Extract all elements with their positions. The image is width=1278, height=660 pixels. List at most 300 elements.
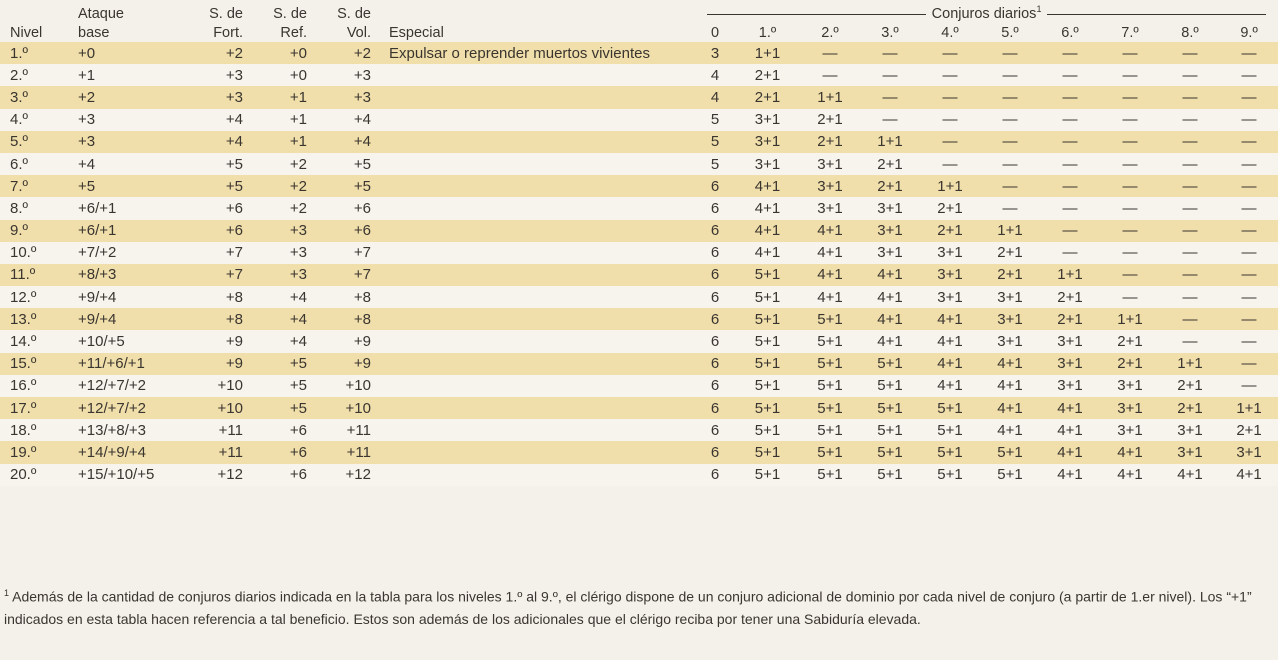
fort-cell: +7 (173, 242, 251, 264)
spell-cell-level-0: 6 (695, 464, 735, 486)
spell-cell-level-7: — (1100, 153, 1160, 175)
special-cell (379, 64, 695, 86)
spell-cell-level-7: 3+1 (1100, 419, 1160, 441)
spell-cell-level-6: — (1040, 242, 1100, 264)
spell-cell-level-9: 1+1 (1220, 397, 1278, 419)
header-row-1 (0, 4, 1278, 23)
spell-cell-level-8: — (1160, 175, 1220, 197)
spell-cell-level-8: 2+1 (1160, 375, 1220, 397)
attack-cell: +15/+10/+5 (68, 464, 173, 486)
spell-cell-level-8: — (1160, 264, 1220, 286)
spell-cell-level-1: 4+1 (735, 197, 800, 219)
header-fort-1: S. de (209, 5, 243, 22)
special-cell (379, 353, 695, 375)
spell-cell-level-0: 6 (695, 330, 735, 352)
header-spell-level-3: 3.º (881, 24, 899, 41)
spell-cell-level-0: 6 (695, 286, 735, 308)
spell-cell-level-6: — (1040, 64, 1100, 86)
spell-cell-level-8: — (1160, 109, 1220, 131)
spell-cell-level-3: 4+1 (860, 286, 920, 308)
vol-cell: +3 (315, 86, 379, 108)
attack-cell: +14/+9/+4 (68, 441, 173, 463)
spell-cell-level-5: — (980, 197, 1040, 219)
table-row (0, 109, 1278, 131)
fort-cell: +12 (173, 464, 251, 486)
fort-cell: +7 (173, 264, 251, 286)
spell-cell-level-2: 1+1 (800, 86, 860, 108)
table-row (0, 286, 1278, 308)
spell-cell-level-2: 5+1 (800, 330, 860, 352)
table-row (0, 353, 1278, 375)
special-cell (379, 131, 695, 153)
attack-cell: +4 (68, 153, 173, 175)
level-cell: 6.º (0, 153, 68, 175)
ref-cell: +3 (251, 220, 315, 242)
spell-cell-level-0: 6 (695, 242, 735, 264)
spell-cell-level-1: 5+1 (735, 375, 800, 397)
attack-cell: +12/+7/+2 (68, 375, 173, 397)
attack-cell: +13/+8/+3 (68, 419, 173, 441)
spell-cell-level-2: 4+1 (800, 286, 860, 308)
spell-cell-level-8: — (1160, 64, 1220, 86)
spell-cell-level-1: 1+1 (735, 42, 800, 64)
spell-cell-level-2: 3+1 (800, 175, 860, 197)
spells-title-footnote-marker: 1 (1036, 4, 1042, 15)
vol-cell: +12 (315, 464, 379, 486)
spell-cell-level-8: — (1160, 308, 1220, 330)
table-body (0, 42, 1278, 486)
level-cell: 5.º (0, 131, 68, 153)
spell-cell-level-2: 3+1 (800, 197, 860, 219)
attack-cell: +9/+4 (68, 286, 173, 308)
spell-cell-level-5: 3+1 (980, 308, 1040, 330)
spell-cell-level-3: 3+1 (860, 220, 920, 242)
attack-cell: +5 (68, 175, 173, 197)
header-level: Nivel (10, 24, 43, 41)
spell-cell-level-4: 1+1 (920, 175, 980, 197)
spell-cell-level-1: 5+1 (735, 419, 800, 441)
spell-cell-level-5: 4+1 (980, 419, 1040, 441)
ref-cell: +0 (251, 64, 315, 86)
spell-cell-level-3: 5+1 (860, 353, 920, 375)
level-cell: 8.º (0, 197, 68, 219)
spell-cell-level-8: 2+1 (1160, 397, 1220, 419)
table-row (0, 242, 1278, 264)
spell-cell-level-3: 4+1 (860, 308, 920, 330)
spell-cell-level-9: — (1220, 286, 1278, 308)
attack-cell: +1 (68, 64, 173, 86)
spell-cell-level-8: — (1160, 220, 1220, 242)
ref-cell: +6 (251, 419, 315, 441)
vol-cell: +11 (315, 419, 379, 441)
attack-cell: +2 (68, 86, 173, 108)
vol-cell: +10 (315, 397, 379, 419)
spell-cell-level-9: — (1220, 109, 1278, 131)
spell-cell-level-7: — (1100, 286, 1160, 308)
special-cell (379, 286, 695, 308)
special-cell: Expulsar o reprender muertos vivientes (379, 42, 695, 64)
fort-cell: +11 (173, 441, 251, 463)
spell-cell-level-0: 5 (695, 131, 735, 153)
spell-cell-level-3: — (860, 42, 920, 64)
fort-cell: +5 (173, 153, 251, 175)
spell-cell-level-6: — (1040, 42, 1100, 64)
level-cell: 14.º (0, 330, 68, 352)
spell-cell-level-3: — (860, 109, 920, 131)
spell-cell-level-5: — (980, 175, 1040, 197)
spell-cell-level-8: — (1160, 242, 1220, 264)
special-cell (379, 441, 695, 463)
ref-cell: +1 (251, 109, 315, 131)
spell-cell-level-8: — (1160, 86, 1220, 108)
spell-cell-level-3: 3+1 (860, 242, 920, 264)
spell-cell-level-5: 3+1 (980, 286, 1040, 308)
spell-cell-level-6: 3+1 (1040, 353, 1100, 375)
table-row (0, 64, 1278, 86)
spell-cell-level-1: 5+1 (735, 330, 800, 352)
fort-cell: +6 (173, 197, 251, 219)
table-row (0, 197, 1278, 219)
fort-cell: +6 (173, 220, 251, 242)
spell-cell-level-4: — (920, 42, 980, 64)
spell-cell-level-6: 1+1 (1040, 264, 1100, 286)
spell-cell-level-4: 3+1 (920, 264, 980, 286)
ref-cell: +5 (251, 353, 315, 375)
spell-cell-level-4: 4+1 (920, 375, 980, 397)
spell-cell-level-6: — (1040, 153, 1100, 175)
spell-cell-level-7: — (1100, 86, 1160, 108)
ref-cell: +2 (251, 197, 315, 219)
spell-cell-level-6: — (1040, 131, 1100, 153)
spell-cell-level-5: — (980, 42, 1040, 64)
spell-cell-level-9: — (1220, 308, 1278, 330)
spell-cell-level-1: 5+1 (735, 264, 800, 286)
level-cell: 13.º (0, 308, 68, 330)
vol-cell: +7 (315, 242, 379, 264)
vol-cell: +6 (315, 220, 379, 242)
table-row (0, 153, 1278, 175)
special-cell (379, 86, 695, 108)
attack-cell: +6/+1 (68, 197, 173, 219)
spell-cell-level-9: — (1220, 42, 1278, 64)
spell-cell-level-7: — (1100, 197, 1160, 219)
spell-cell-level-5: — (980, 86, 1040, 108)
spell-cell-level-6: 4+1 (1040, 441, 1100, 463)
header-ref: Ref. (280, 24, 307, 41)
spell-cell-level-0: 6 (695, 419, 735, 441)
spell-cell-level-5: 2+1 (980, 242, 1040, 264)
level-cell: 11.º (0, 264, 68, 286)
spell-cell-level-9: — (1220, 153, 1278, 175)
special-cell (379, 109, 695, 131)
spell-cell-level-7: 2+1 (1100, 330, 1160, 352)
fort-cell: +5 (173, 175, 251, 197)
spell-cell-level-8: — (1160, 197, 1220, 219)
header-spell-level-8: 8.º (1181, 24, 1199, 41)
spell-cell-level-4: 5+1 (920, 464, 980, 486)
spell-cell-level-3: — (860, 64, 920, 86)
spell-cell-level-4: 4+1 (920, 353, 980, 375)
level-cell: 1.º (0, 42, 68, 64)
special-cell (379, 375, 695, 397)
spell-cell-level-8: — (1160, 330, 1220, 352)
header-attack: base (78, 24, 110, 41)
ref-cell: +6 (251, 441, 315, 463)
vol-cell: +4 (315, 109, 379, 131)
spell-cell-level-3: 5+1 (860, 397, 920, 419)
attack-cell: +7/+2 (68, 242, 173, 264)
vol-cell: +5 (315, 175, 379, 197)
footnote-text: Además de la cantidad de conjuros diarios indicada en la tabla para los niveles 1.º al 9.º, el clérigo dispone de un conjuro adicional de dominio por cada nivel de conjuro (a partir de 1.er nivel). Los “+1” indicados en esta tabla hacen referencia a tal beneficio. Estos son además de los adicionales que el clérigo reciba por tener una Sabiduría elevada. (4, 588, 1252, 627)
spell-cell-level-3: 3+1 (860, 197, 920, 219)
spell-cell-level-5: 4+1 (980, 397, 1040, 419)
spell-cell-level-5: 5+1 (980, 441, 1040, 463)
spell-cell-level-0: 6 (695, 264, 735, 286)
header-ref-1: S. de (273, 5, 307, 22)
spell-cell-level-1: 5+1 (735, 353, 800, 375)
spell-cell-level-9: — (1220, 375, 1278, 397)
spell-cell-level-8: 1+1 (1160, 353, 1220, 375)
spell-cell-level-9: — (1220, 242, 1278, 264)
header-level-1 (0, 4, 68, 23)
spell-cell-level-6: — (1040, 86, 1100, 108)
header-spell-level-7: 7.º (1121, 24, 1139, 41)
table-row (0, 175, 1278, 197)
spell-cell-level-6: — (1040, 109, 1100, 131)
attack-cell: +3 (68, 109, 173, 131)
spell-cell-level-6: 4+1 (1040, 397, 1100, 419)
spell-cell-level-8: 3+1 (1160, 441, 1220, 463)
spell-cell-level-5: 4+1 (980, 375, 1040, 397)
spell-cell-level-0: 6 (695, 441, 735, 463)
spell-cell-level-5: 4+1 (980, 353, 1040, 375)
ref-cell: +5 (251, 375, 315, 397)
spell-cell-level-9: 3+1 (1220, 441, 1278, 463)
spell-cell-level-0: 6 (695, 197, 735, 219)
special-cell (379, 419, 695, 441)
fort-cell: +3 (173, 86, 251, 108)
spell-cell-level-0: 4 (695, 64, 735, 86)
vol-cell: +8 (315, 308, 379, 330)
spell-cell-level-2: 3+1 (800, 153, 860, 175)
spell-cell-level-2: — (800, 64, 860, 86)
ref-cell: +2 (251, 153, 315, 175)
vol-cell: +11 (315, 441, 379, 463)
table-row (0, 375, 1278, 397)
spells-title-wrap (926, 6, 1048, 22)
vol-cell: +5 (315, 153, 379, 175)
spells-per-day-title (695, 4, 1278, 23)
special-cell (379, 220, 695, 242)
spell-cell-level-3: 2+1 (860, 175, 920, 197)
table-row (0, 42, 1278, 64)
header-spell-level-9: 9.º (1240, 24, 1258, 41)
spell-cell-level-1: 2+1 (735, 86, 800, 108)
spell-cell-level-9: — (1220, 220, 1278, 242)
ref-cell: +4 (251, 330, 315, 352)
spell-cell-level-2: 5+1 (800, 308, 860, 330)
spell-cell-level-2: 5+1 (800, 464, 860, 486)
spell-cell-level-6: 3+1 (1040, 375, 1100, 397)
spell-cell-level-7: 3+1 (1100, 397, 1160, 419)
spell-cell-level-3: — (860, 86, 920, 108)
table-row (0, 264, 1278, 286)
spell-cell-level-9: — (1220, 353, 1278, 375)
table-row (0, 308, 1278, 330)
spell-cell-level-2: 5+1 (800, 375, 860, 397)
spell-cell-level-9: — (1220, 64, 1278, 86)
spell-cell-level-7: — (1100, 175, 1160, 197)
spell-cell-level-4: — (920, 131, 980, 153)
spell-cell-level-9: — (1220, 131, 1278, 153)
spell-cell-level-4: 5+1 (920, 397, 980, 419)
ref-cell: +4 (251, 308, 315, 330)
spell-cell-level-3: 2+1 (860, 153, 920, 175)
spell-cell-level-8: — (1160, 286, 1220, 308)
spell-cell-level-0: 6 (695, 397, 735, 419)
spell-cell-level-0: 5 (695, 109, 735, 131)
spell-cell-level-7: — (1100, 109, 1160, 131)
special-cell (379, 175, 695, 197)
spell-cell-level-9: 4+1 (1220, 464, 1278, 486)
spell-cell-level-0: 4 (695, 86, 735, 108)
spell-cell-level-5: — (980, 131, 1040, 153)
spell-cell-level-1: 3+1 (735, 153, 800, 175)
spell-cell-level-9: — (1220, 197, 1278, 219)
vol-cell: +7 (315, 264, 379, 286)
level-cell: 18.º (0, 419, 68, 441)
spell-cell-level-6: — (1040, 220, 1100, 242)
special-cell (379, 242, 695, 264)
header-special-blank (379, 4, 695, 23)
fort-cell: +8 (173, 308, 251, 330)
spell-cell-level-3: 5+1 (860, 464, 920, 486)
spell-cell-level-1: 5+1 (735, 441, 800, 463)
attack-cell: +0 (68, 42, 173, 64)
vol-cell: +9 (315, 330, 379, 352)
spell-cell-level-4: 4+1 (920, 330, 980, 352)
level-cell: 2.º (0, 64, 68, 86)
spell-cell-level-3: 4+1 (860, 264, 920, 286)
level-cell: 19.º (0, 441, 68, 463)
header-vol: Vol. (346, 24, 371, 41)
spell-cell-level-4: — (920, 64, 980, 86)
cleric-progression-table (0, 4, 1278, 486)
spell-cell-level-4: — (920, 86, 980, 108)
header-special: Especial (389, 24, 444, 41)
header-spell-level-6: 6.º (1061, 24, 1079, 41)
special-cell (379, 308, 695, 330)
spell-cell-level-1: 3+1 (735, 131, 800, 153)
level-cell: 17.º (0, 397, 68, 419)
level-cell: 20.º (0, 464, 68, 486)
table-row (0, 330, 1278, 352)
table-row (0, 397, 1278, 419)
spell-cell-level-2: 4+1 (800, 220, 860, 242)
fort-cell: +9 (173, 353, 251, 375)
spell-cell-level-6: 3+1 (1040, 330, 1100, 352)
fort-cell: +2 (173, 42, 251, 64)
spell-cell-level-5: 1+1 (980, 220, 1040, 242)
table-row (0, 86, 1278, 108)
header-spell-level-4: 4.º (941, 24, 959, 41)
header-spell-level-1: 1.º (758, 24, 777, 41)
vol-cell: +9 (315, 353, 379, 375)
spell-cell-level-8: — (1160, 153, 1220, 175)
spell-cell-level-7: — (1100, 42, 1160, 64)
vol-cell: +4 (315, 131, 379, 153)
footnote-marker: 1 (4, 588, 10, 598)
spell-cell-level-6: 4+1 (1040, 419, 1100, 441)
spell-cell-level-6: — (1040, 175, 1100, 197)
fort-cell: +4 (173, 109, 251, 131)
spell-cell-level-8: 4+1 (1160, 464, 1220, 486)
spell-cell-level-6: 2+1 (1040, 308, 1100, 330)
spell-cell-level-1: 4+1 (735, 242, 800, 264)
spell-cell-level-3: 1+1 (860, 131, 920, 153)
spell-cell-level-0: 6 (695, 353, 735, 375)
fort-cell: +8 (173, 286, 251, 308)
spell-cell-level-7: 3+1 (1100, 375, 1160, 397)
spell-cell-level-5: 2+1 (980, 264, 1040, 286)
vol-cell: +2 (315, 42, 379, 64)
spell-cell-level-5: 3+1 (980, 330, 1040, 352)
fort-cell: +3 (173, 64, 251, 86)
spell-cell-level-9: — (1220, 86, 1278, 108)
level-cell: 3.º (0, 86, 68, 108)
spell-cell-level-1: 5+1 (735, 286, 800, 308)
ref-cell: +0 (251, 42, 315, 64)
spell-cell-level-4: 4+1 (920, 308, 980, 330)
spell-cell-level-7: — (1100, 64, 1160, 86)
ref-cell: +2 (251, 175, 315, 197)
spell-cell-level-5: — (980, 153, 1040, 175)
attack-cell: +12/+7/+2 (68, 397, 173, 419)
spell-cell-level-5: — (980, 109, 1040, 131)
special-cell (379, 264, 695, 286)
ref-cell: +4 (251, 286, 315, 308)
spells-title-text: Conjuros diarios (931, 6, 1037, 23)
header-vol-1: S. de (337, 5, 371, 22)
spell-cell-level-2: 4+1 (800, 242, 860, 264)
spell-cell-level-1: 5+1 (735, 397, 800, 419)
fort-cell: +9 (173, 330, 251, 352)
fort-cell: +10 (173, 375, 251, 397)
level-cell: 9.º (0, 220, 68, 242)
level-cell: 12.º (0, 286, 68, 308)
spell-cell-level-2: 5+1 (800, 397, 860, 419)
spell-cell-level-9: 2+1 (1220, 419, 1278, 441)
attack-cell: +10/+5 (68, 330, 173, 352)
table-row (0, 464, 1278, 486)
footnote (4, 582, 1272, 630)
spell-cell-level-0: 5 (695, 153, 735, 175)
spell-cell-level-0: 6 (695, 375, 735, 397)
table-row (0, 131, 1278, 153)
vol-cell: +10 (315, 375, 379, 397)
ref-cell: +1 (251, 86, 315, 108)
spell-cell-level-1: 4+1 (735, 220, 800, 242)
spell-cell-level-2: 5+1 (800, 353, 860, 375)
special-cell (379, 397, 695, 419)
spell-cell-level-6: 4+1 (1040, 464, 1100, 486)
vol-cell: +8 (315, 286, 379, 308)
spell-cell-level-3: 4+1 (860, 330, 920, 352)
spell-cell-level-7: 1+1 (1100, 308, 1160, 330)
spell-cell-level-9: — (1220, 330, 1278, 352)
spell-cell-level-8: 3+1 (1160, 419, 1220, 441)
spell-cell-level-1: 4+1 (735, 175, 800, 197)
